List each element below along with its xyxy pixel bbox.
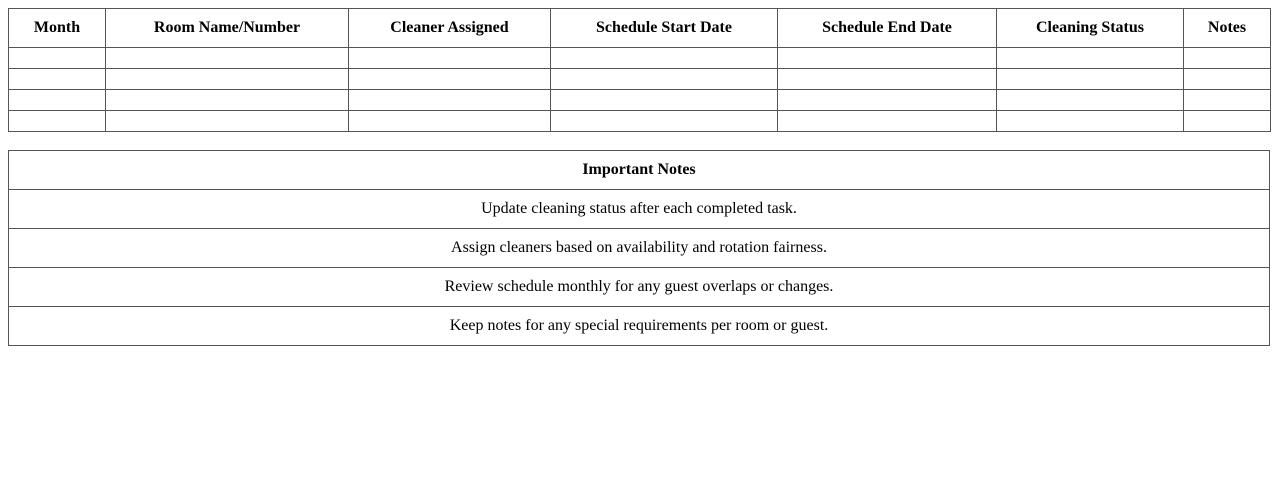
- table-row: [9, 90, 1271, 111]
- note-text: Review schedule monthly for any guest overlaps or changes.: [9, 268, 1270, 307]
- header-row: [9, 9, 1271, 48]
- table-cell[interactable]: [9, 111, 106, 132]
- header-start-date: Schedule Start Date: [551, 9, 778, 48]
- header-status: Cleaning Status: [997, 9, 1184, 48]
- header-end-date: Schedule End Date: [778, 9, 997, 48]
- important-notes-table: [8, 150, 1270, 346]
- table-cell[interactable]: [349, 90, 551, 111]
- header-notes: Notes: [1184, 9, 1271, 48]
- table-cell[interactable]: [1184, 69, 1271, 90]
- table-row: [9, 69, 1271, 90]
- table-cell[interactable]: [349, 69, 551, 90]
- notes-header-row: [9, 151, 1270, 190]
- table-row: [9, 48, 1271, 69]
- table-cell[interactable]: [997, 69, 1184, 90]
- table-cell[interactable]: [1184, 48, 1271, 69]
- note-text: Keep notes for any special requirements per room or guest.: [9, 307, 1270, 346]
- table-cell[interactable]: [778, 111, 997, 132]
- table-cell[interactable]: [551, 48, 778, 69]
- cleaning-schedule-table: [8, 8, 1271, 132]
- table-cell[interactable]: [349, 111, 551, 132]
- table-cell[interactable]: [9, 69, 106, 90]
- header-cleaner: Cleaner Assigned: [349, 9, 551, 48]
- table-cell[interactable]: [778, 48, 997, 69]
- table-row: [9, 111, 1271, 132]
- table-cell[interactable]: [997, 48, 1184, 69]
- header-room: Room Name/Number: [106, 9, 349, 48]
- table-cell[interactable]: [1184, 111, 1271, 132]
- table-cell[interactable]: [551, 90, 778, 111]
- table-cell[interactable]: [9, 48, 106, 69]
- table-cell[interactable]: [778, 90, 997, 111]
- table-cell[interactable]: [106, 48, 349, 69]
- table-cell[interactable]: [551, 69, 778, 90]
- page: [8, 8, 1270, 346]
- list-item: [9, 268, 1270, 307]
- table-cell[interactable]: [349, 48, 551, 69]
- note-text: Update cleaning status after each completed task.: [9, 190, 1270, 229]
- list-item: [9, 307, 1270, 346]
- note-text: Assign cleaners based on availability and rotation fairness.: [9, 229, 1270, 268]
- header-month: Month: [9, 9, 106, 48]
- list-item: [9, 229, 1270, 268]
- table-cell[interactable]: [778, 69, 997, 90]
- table-cell[interactable]: [997, 111, 1184, 132]
- table-cell[interactable]: [106, 69, 349, 90]
- table-cell[interactable]: [106, 90, 349, 111]
- table-cell[interactable]: [106, 111, 349, 132]
- table-cell[interactable]: [551, 111, 778, 132]
- table-cell[interactable]: [997, 90, 1184, 111]
- list-item: [9, 190, 1270, 229]
- table-cell[interactable]: [1184, 90, 1271, 111]
- table-cell[interactable]: [9, 90, 106, 111]
- notes-title: Important Notes: [9, 151, 1270, 190]
